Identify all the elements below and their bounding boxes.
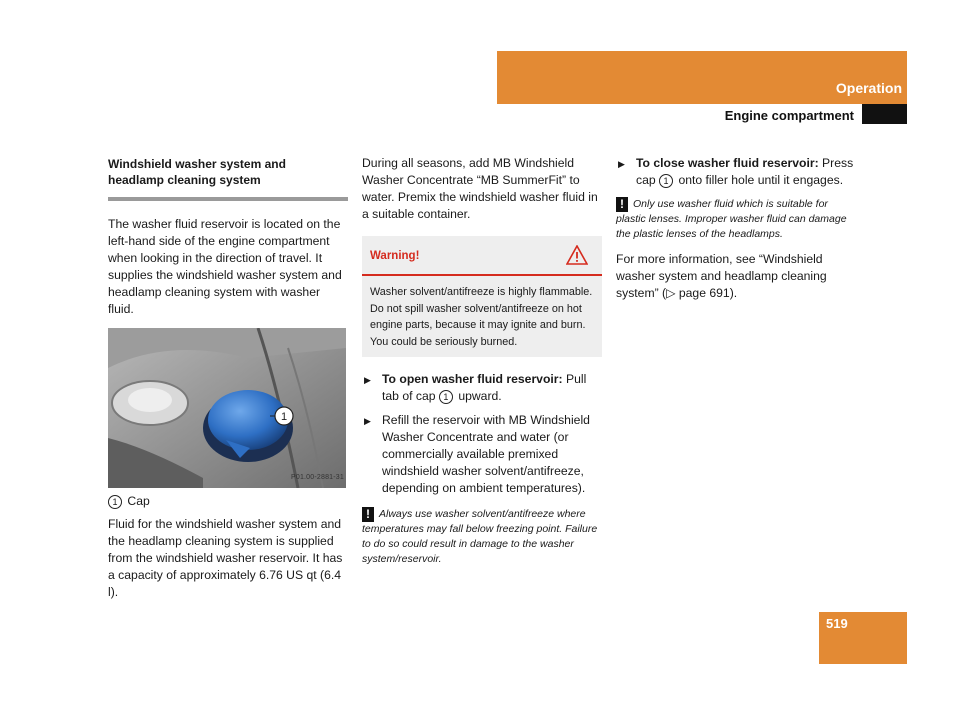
warning-box	[362, 236, 602, 357]
column-middle	[362, 155, 602, 567]
heading-rule	[108, 197, 348, 201]
header-band	[497, 51, 907, 104]
section-title: Operation	[835, 80, 902, 96]
bullet-arrow-icon: ▶	[618, 159, 625, 169]
list-item: ▶ To close washer fluid reservoir: Press cap 1 onto filler hole until it engages.	[618, 156, 854, 187]
warning-label: Warning!	[370, 250, 420, 262]
callout-marker: 1	[439, 390, 453, 404]
image-code: P01.00-2881-31	[290, 474, 344, 481]
column-left	[108, 155, 348, 601]
callout-marker: 1	[659, 174, 673, 188]
exclamation-icon: !	[616, 197, 628, 212]
more-info-paragraph: For more information, see “Windshield washer system and headlamp cleaning system” (▷ page 691).	[616, 252, 827, 300]
capacity-paragraph: Fluid for the windshield washer system and the headlamp cleaning system is supplied from the windshield washer reservoir. It has a capacity of approximately 6.76 US qt (6.4 l).	[108, 517, 343, 599]
list-item: ▶ To open washer fluid reservoir: Pull tab of cap 1 upward.	[364, 372, 587, 403]
header-marker	[862, 104, 907, 124]
subsection-title: Engine compartment	[724, 108, 854, 123]
caution-note: ! Always use washer solvent/antifreeze where temperatures may fall below freezing point. Failure to do so could result in damage to the washer system/reservoir.	[362, 507, 598, 565]
page-number: 519	[826, 616, 848, 631]
list-item: ▶ Refill the reservoir with MB Windshield Washer Concentrate and water (or commercially available premixed windshield washer solvent/antifreeze, depending on ambient temperatures).	[364, 413, 590, 495]
callout-marker: 1	[108, 495, 122, 509]
washer-reservoir-illustration	[108, 328, 346, 488]
column-right	[616, 155, 860, 302]
engine-photo	[108, 328, 346, 488]
season-paragraph: During all seasons, add MB Windshield Washer Concentrate “MB SummerFit” to water. Premix the windshield washer fluid in a suitable container.	[362, 156, 598, 221]
callout-1: 1	[280, 411, 288, 423]
bullet-arrow-icon: ▶	[364, 375, 371, 385]
section-heading: Windshield washer system and headlamp cleaning system	[108, 157, 286, 187]
exclamation-icon: !	[362, 507, 374, 522]
warning-text: Washer solvent/antifreeze is highly flammable. Do not spill washer solvent/antifreeze on hot engine parts, because it may ignite and burn. You could be seriously burned.	[370, 286, 593, 348]
image-caption: 1 Cap	[108, 493, 348, 510]
bullet-arrow-icon: ▶	[364, 416, 371, 426]
intro-paragraph: The washer fluid reservoir is located on the left-hand side of the engine compartment when looking in the direction of travel. It supplies the windshield washer system and headlamp cleaning system with washer fluid.	[108, 217, 342, 316]
step-list	[362, 371, 602, 497]
warning-triangle-icon	[566, 245, 588, 265]
caution-note: ! Only use washer fluid which is suitable for plastic lenses. Improper washer fluid can damage the plastic lenses of the headlamps.	[616, 197, 847, 240]
